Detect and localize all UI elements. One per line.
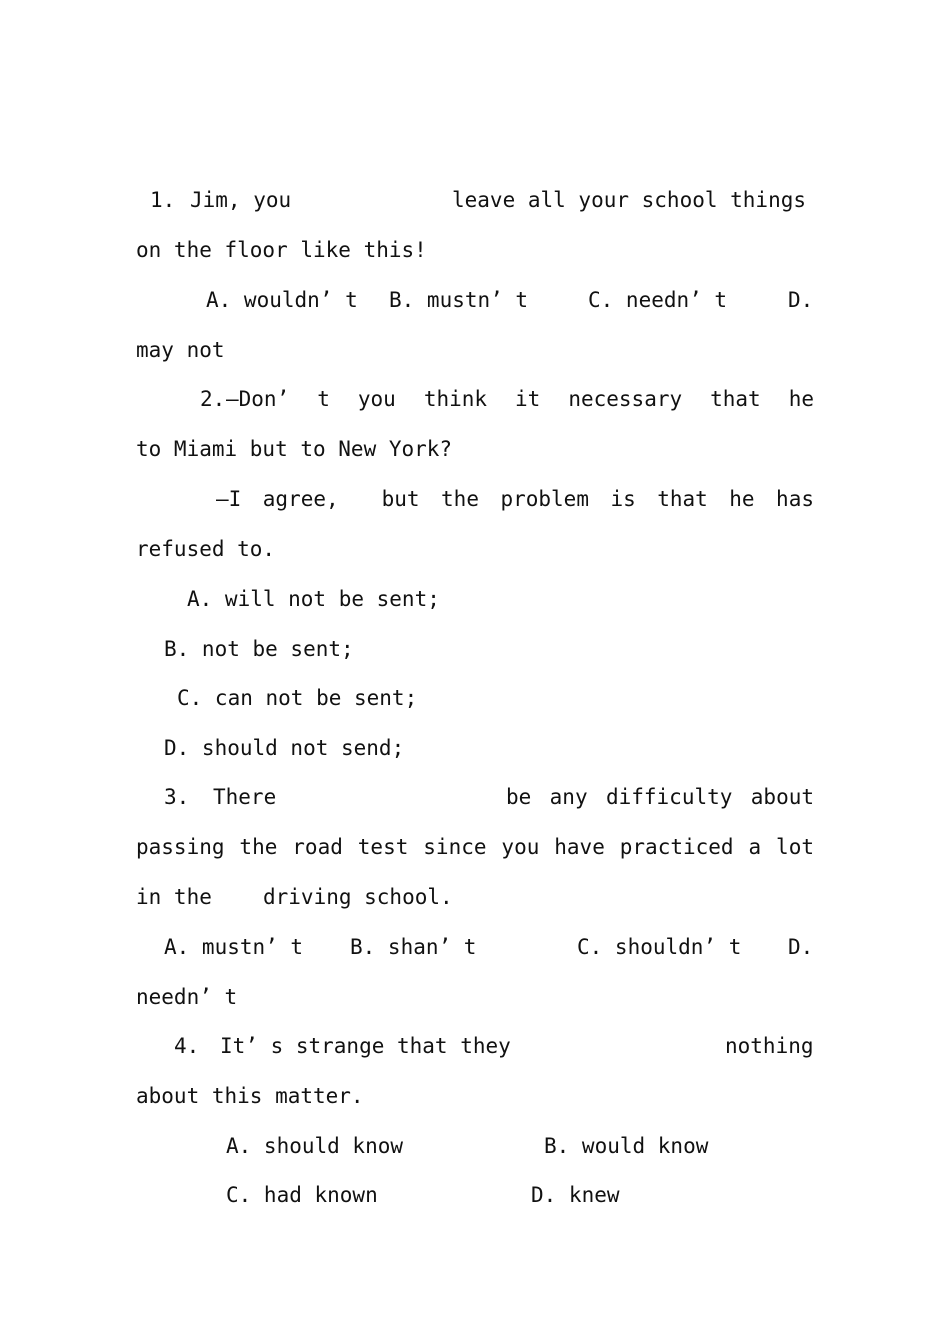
question-4-option-a: A. should know — [226, 1134, 404, 1158]
question-3-number: 3. — [164, 785, 190, 809]
question-1-option-d-prefix: D. — [788, 288, 814, 312]
question-2-option-d-line — [136, 731, 814, 765]
question-4-options-row1 — [136, 1129, 814, 1163]
question-4-number: 4. — [174, 1034, 200, 1058]
question-4-stem-start: It’ s strange that they — [220, 1034, 511, 1058]
question-2-stem — [136, 382, 814, 416]
question-3-option-d-text: needn’ t — [136, 985, 238, 1009]
question-3-stem-after-blank: be any difficulty about — [506, 785, 814, 809]
question-3-stem — [136, 780, 814, 814]
question-2-option-c: C. can not be sent; — [177, 686, 418, 710]
question-4-option-d: D. knew — [531, 1183, 620, 1207]
question-1-option-b: B. mustn’ t — [389, 288, 529, 312]
question-4-stem-cont: about this matter. — [136, 1084, 364, 1108]
question-2-number: 2. — [200, 387, 226, 411]
question-2-reply-start: —I agree, but the problem is that he has — [216, 487, 814, 511]
question-1-stem-cont: on the floor like this! — [136, 238, 427, 262]
question-1-stem — [136, 183, 814, 217]
question-2-stem-cont: to Miami but to New York? — [136, 437, 453, 461]
question-1-option-d-text: may not — [136, 338, 225, 362]
question-2-option-c-line — [136, 681, 814, 715]
question-4-stem — [136, 1029, 814, 1063]
question-2-option-d: D. should not send; — [164, 736, 405, 760]
question-3-option-b: B. shan’ t — [350, 935, 477, 959]
question-3-stem-cont2-a: in the — [136, 885, 212, 909]
question-3-stem-start: There — [213, 785, 277, 809]
question-1-number: 1. — [150, 188, 176, 212]
question-3-stem-cont1: passing the road test since you have practiced a lot — [136, 835, 814, 859]
question-3-option-a: A. mustn’ t — [164, 935, 304, 959]
question-4-stem-after-blank: nothing — [725, 1034, 814, 1058]
question-2-option-a: A. will not be sent; — [187, 587, 440, 611]
question-2-option-a-line — [136, 582, 814, 616]
question-3-options — [136, 930, 814, 964]
question-3-stem-cont2-b: driving school. — [263, 885, 453, 909]
question-2-reply — [136, 482, 814, 516]
question-3-option-d-prefix: D. — [788, 935, 814, 959]
question-2-option-b: B. not be sent; — [164, 637, 354, 661]
question-4-options-row2 — [136, 1178, 814, 1212]
question-2-option-b-line — [136, 632, 814, 666]
question-1-stem-after-blank: leave all your school things — [452, 188, 807, 212]
question-1-option-c: C. needn’ t — [588, 288, 728, 312]
question-4-option-c: C. had known — [226, 1183, 378, 1207]
question-2-stem-start: —Don’ t you think it necessary that he — [226, 387, 814, 411]
question-3-option-c: C. shouldn’ t — [577, 935, 742, 959]
question-4-option-b: B. would know — [544, 1134, 709, 1158]
question-1-option-a: A. wouldn’ t — [206, 288, 358, 312]
question-1-stem-start: Jim, you — [190, 188, 292, 212]
question-2-reply-cont: refused to. — [136, 537, 276, 561]
question-3-stem-cont2 — [136, 880, 814, 914]
question-1-options — [136, 283, 814, 317]
